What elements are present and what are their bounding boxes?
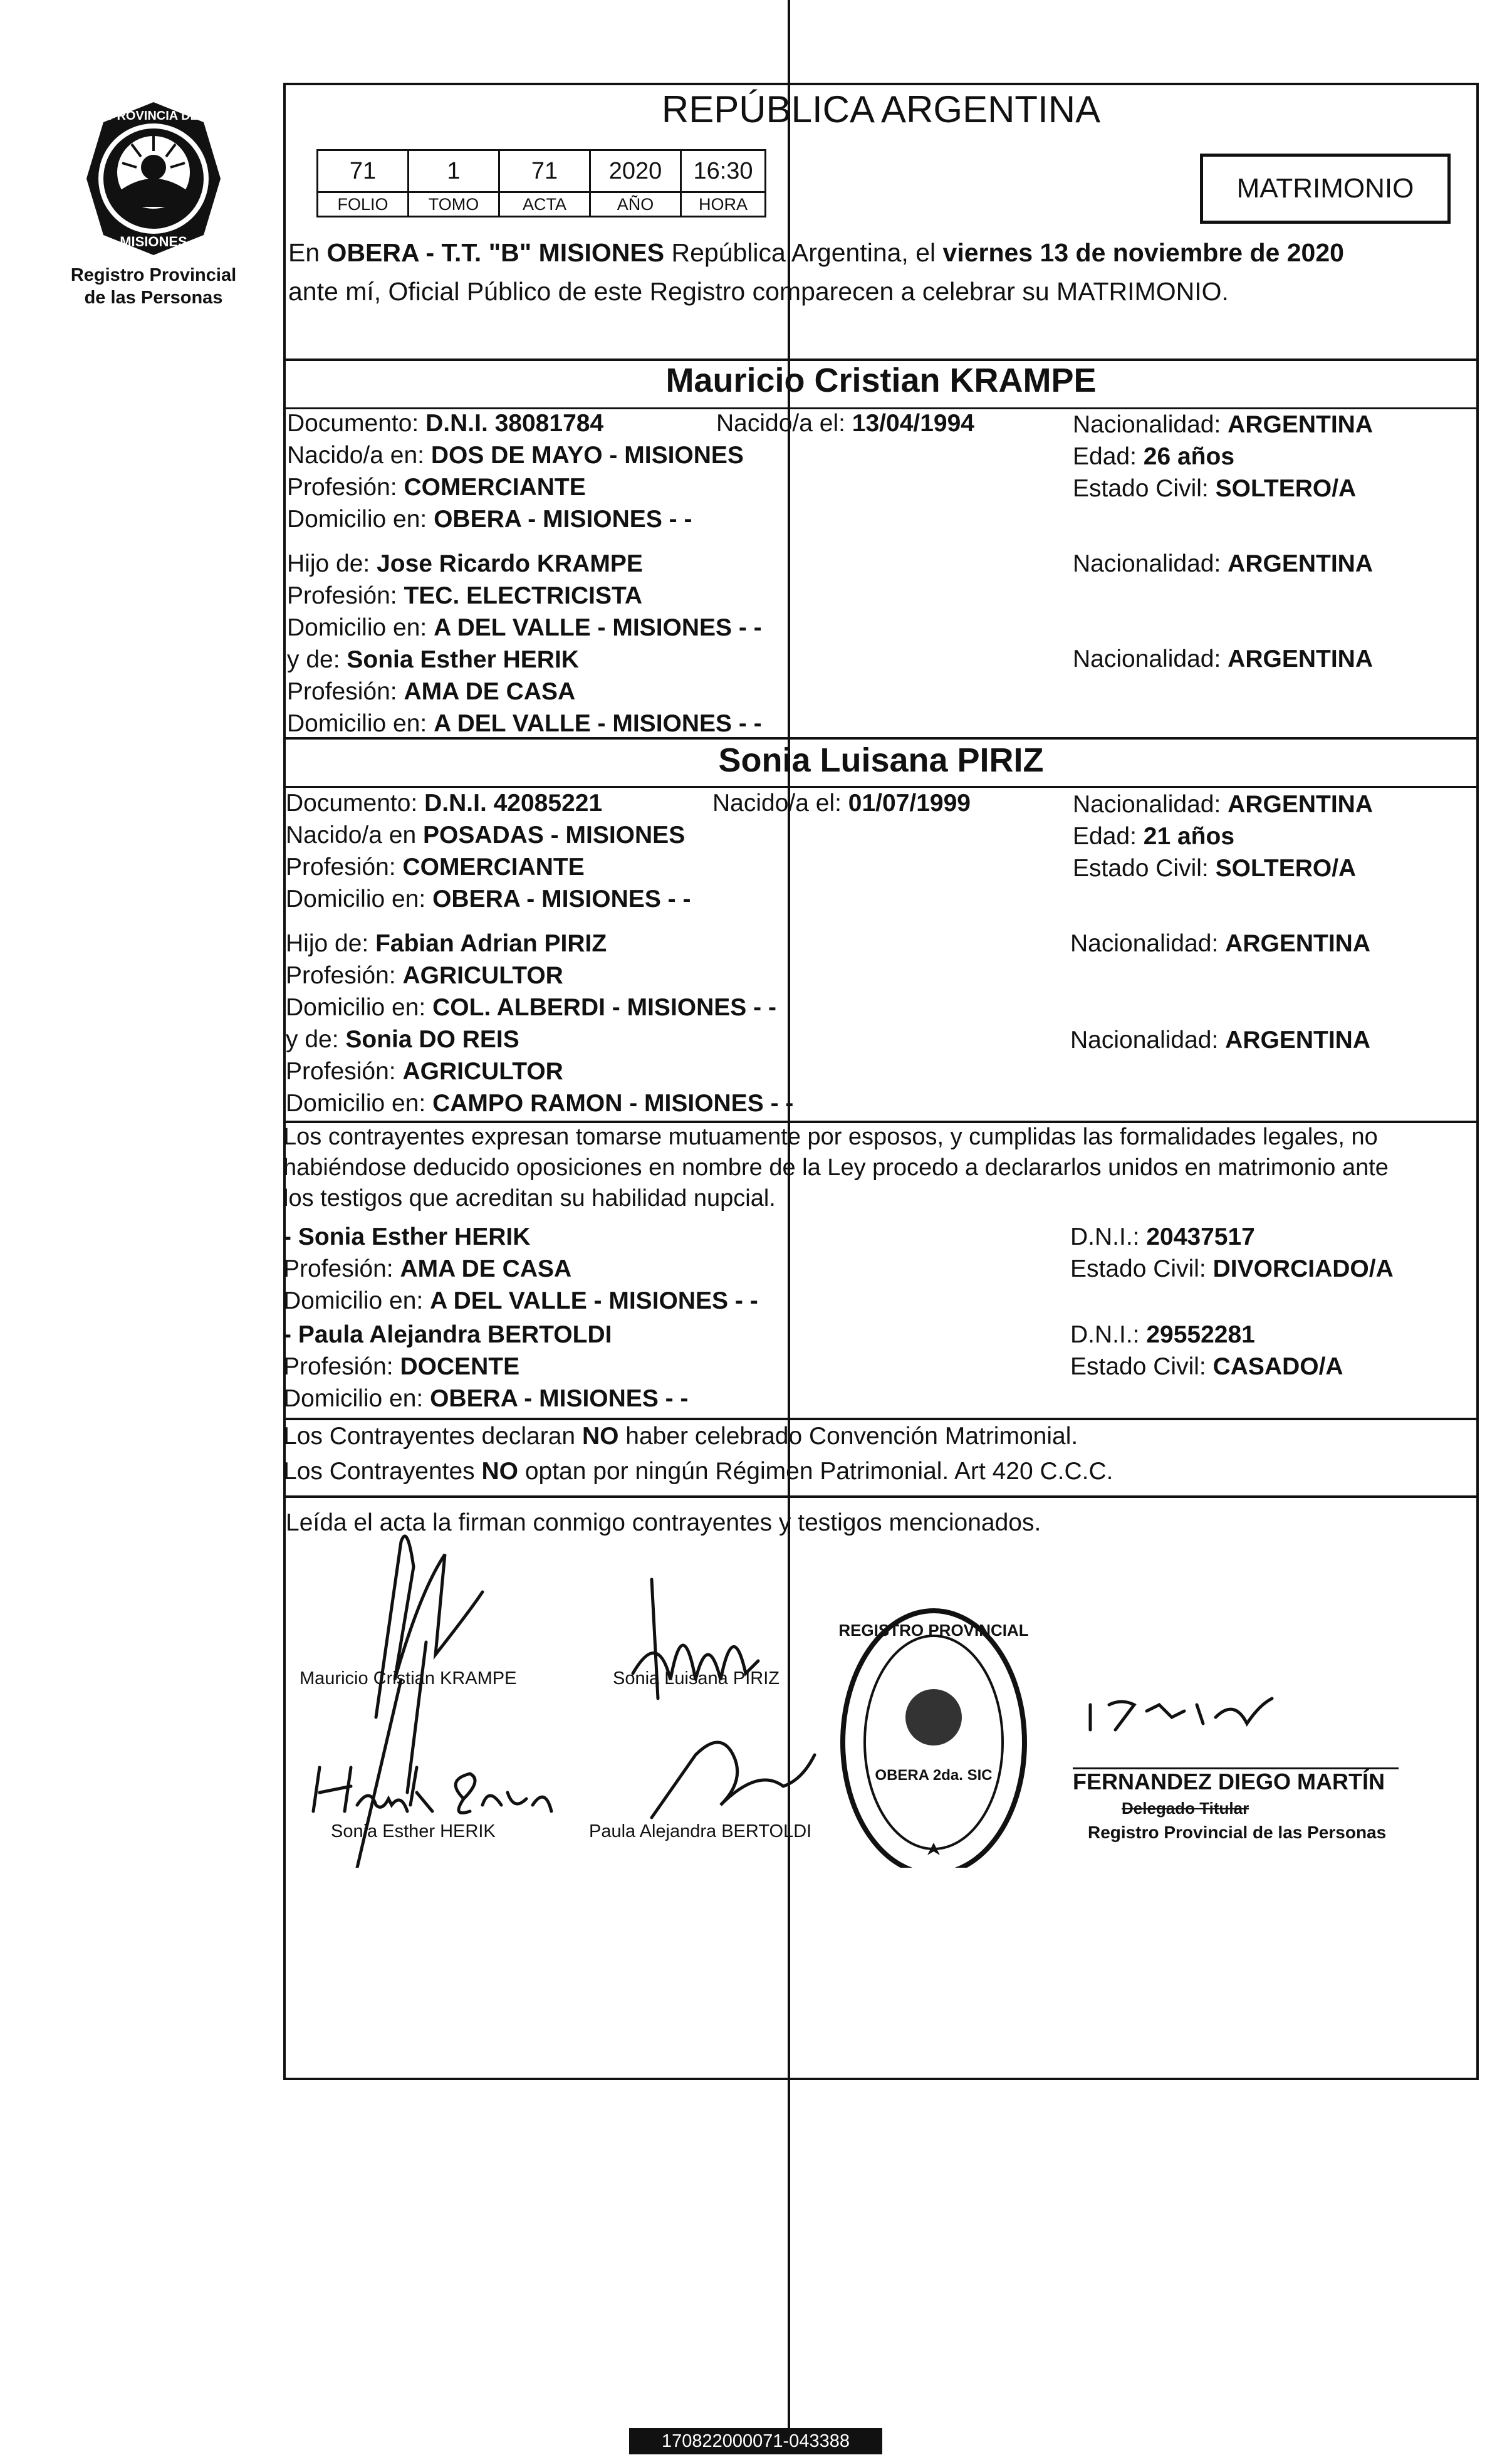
footer-code: 170822000071-043388 xyxy=(629,2428,882,2454)
official-title: Delegado Titular xyxy=(1122,1799,1249,1818)
folio-value: 71 xyxy=(318,150,409,192)
acta-value: 71 xyxy=(499,150,590,192)
svg-text:OBERA 2da. SIC: OBERA 2da. SIC xyxy=(875,1767,993,1784)
hora-value: 16:30 xyxy=(681,150,766,192)
svg-text:PROVINCIA DE: PROVINCIA DE xyxy=(108,109,199,123)
spouse2-name: Sonia Luisana PIRIZ xyxy=(718,741,1044,779)
acta-label: ACTA xyxy=(499,192,590,217)
sig-caption-piriz: Sonia Luisana PIRIZ xyxy=(613,1668,779,1688)
register-table xyxy=(316,149,766,217)
closing-text: Leída el acta la firman conmigo contrayentes y testigos mencionados. xyxy=(286,1509,1041,1536)
convention-text: Los Contrayentes declaran NO haber celebrado Convención Matrimonial. Los Contrayentes NO optan por ningún Régimen Patrimonial. Art 420 C.C.C. xyxy=(283,1423,1113,1485)
svg-text:REGISTRO PROVINCIAL: REGISTRO PROVINCIAL xyxy=(838,1621,1029,1640)
spouse2-birth-date: Nacido/a el: 01/07/1999 xyxy=(712,790,971,817)
folio-label: FOLIO xyxy=(318,192,409,217)
sig-caption-bertoldi: Paula Alejandra BERTOLDI xyxy=(589,1821,812,1841)
declaration-text: Los contrayentes expresan tomarse mutuamente por esposos, y cumplidas las formalidades legales, no habiéndose deducido oposiciones en nombre de la Ley procedo a declararlos unidos en matrimonio ante los testigos que acreditan su habilidad nupcial. xyxy=(283,1124,1389,1212)
misiones-seal-icon xyxy=(75,97,232,260)
intro-line-2: ante mí, Oficial Público de este Registro comparecen a celebrar su MATRIMONIO. xyxy=(288,277,1229,306)
spouse1-birth-date: Nacido/a el: 13/04/1994 xyxy=(716,410,974,437)
ano-value: 2020 xyxy=(590,150,681,192)
sig-caption-herik: Sonia Esther HERIK xyxy=(331,1821,496,1841)
hora-label: HORA xyxy=(681,192,766,217)
official-org: Registro Provincial de las Personas xyxy=(1088,1823,1387,1842)
official-name: FERNANDEZ DIEGO MARTÍN xyxy=(1073,1769,1385,1794)
witness1-right: D.N.I.: 20437517 Estado Civil: DIVORCIADO/A xyxy=(1070,1223,1394,1282)
spouse2-left-col: Documento: D.N.I. 42085221 Nacido/a en POSADAS - MISIONES Profesión: COMERCIANTE Domicilio en: OBERA - MISIONES - - Hijo de: Fabian Adrian PIRIZ Profesión: AGRICULTOR Domicilio en: COL. ALBERDI - MISIONES - - y de: Sonia DO REIS Profesión: AGRICULTOR Domicilio en: CAMPO RAMON - MISIONES - - xyxy=(286,790,794,1117)
spouse1-right-col: Nacionalidad: ARGENTINA Edad: 26 años Estado Civil: SOLTERO/A xyxy=(1073,411,1374,502)
witness1-left: - Sonia Esther HERIK Profesión: AMA DE CASA Domicilio en: A DEL VALLE - MISIONES - - xyxy=(283,1223,758,1314)
document-title: REPÚBLICA ARGENTINA xyxy=(661,88,1101,130)
spouse2-right-col: Nacionalidad: ARGENTINA Edad: 21 años Estado Civil: SOLTERO/A xyxy=(1073,791,1374,882)
intro-line-1: En OBERA - T.T. "B" MISIONES República Argentina, el viernes 13 de noviembre de 2020 xyxy=(288,238,1344,267)
official-stamp-icon xyxy=(838,1611,1028,1868)
act-type-box: MATRIMONIO xyxy=(1200,154,1451,224)
tomo-value: 1 xyxy=(409,150,499,192)
spouse2-mother-nationality: Nacionalidad: ARGENTINA xyxy=(1070,1027,1371,1054)
witness2-right: D.N.I.: 29552281 Estado Civil: CASADO/A xyxy=(1070,1321,1343,1380)
spouse1-left-col: Documento: D.N.I. 38081784 Nacido/a en: DOS DE MAYO - MISIONES Profesión: COMERCIANTE Domicilio en: OBERA - MISIONES - - Hijo de: Jose Ricardo KRAMPE Profesión: TEC. ELECTRICISTA Domicilio en: A DEL VALLE - MISIONES - - y de: Sonia Esther HERIK Profesión: AMA DE CASA Domicilio en: A DEL VALLE - MISIONES - - xyxy=(287,410,762,737)
spouse2-father-nationality: Nacionalidad: ARGENTINA xyxy=(1070,930,1371,957)
logo-caption: Registro Provincial de las Personas xyxy=(70,265,237,308)
spouse1-father-nationality: Nacionalidad: ARGENTINA xyxy=(1073,550,1374,577)
registry-logo xyxy=(60,97,248,309)
svg-text:MISIONES: MISIONES xyxy=(120,234,187,249)
spouse1-name: Mauricio Cristian KRAMPE xyxy=(665,362,1097,399)
spouse1-mother-nationality: Nacionalidad: ARGENTINA xyxy=(1073,646,1374,673)
witness2-left: - Paula Alejandra BERTOLDI Profesión: DOCENTE Domicilio en: OBERA - MISIONES - - xyxy=(283,1321,689,1412)
ano-label: AÑO xyxy=(590,192,681,217)
sig-caption-krampe: Mauricio Cristian KRAMPE xyxy=(300,1668,517,1688)
tomo-label: TOMO xyxy=(409,192,499,217)
